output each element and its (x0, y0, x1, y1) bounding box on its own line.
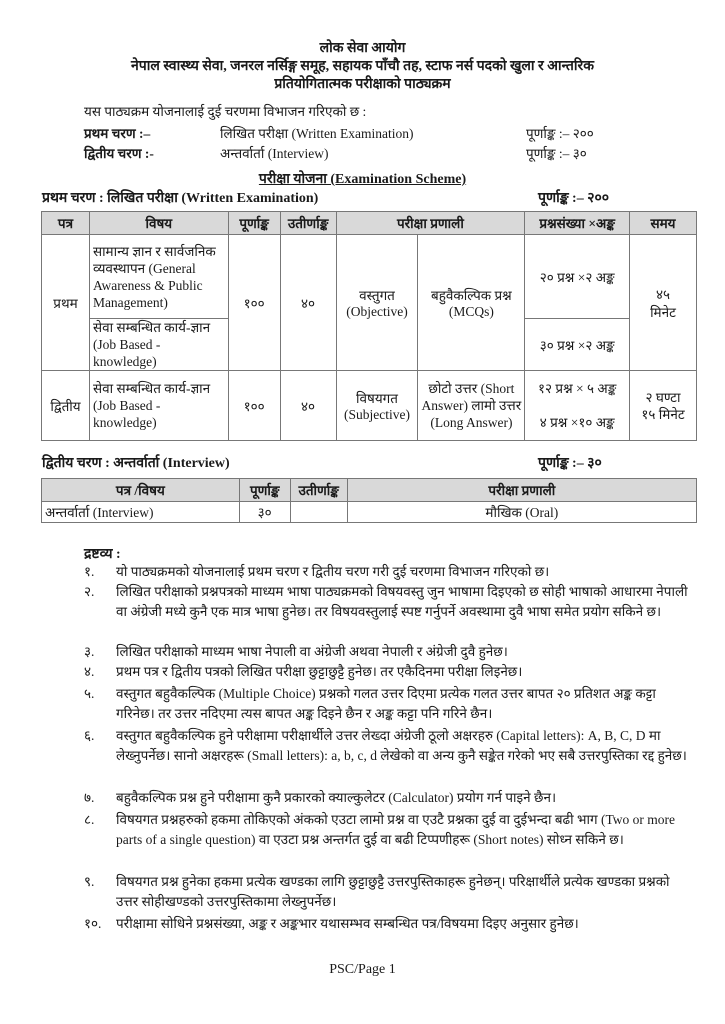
col-exam-system: परीक्षा प्रणाली (336, 212, 525, 235)
col-pass-marks: उतीर्णाङ्क (290, 479, 347, 502)
table-row (42, 502, 697, 523)
paper1-subject-a: सामान्य ज्ञान र सार्वजनिक व्यवस्थापन (General Awareness & Public Management) (89, 235, 228, 319)
paper2-pass: ४० (280, 371, 336, 441)
stage1-marks: पूर्णाङ्क :– २०० (526, 126, 594, 141)
stage2-label: द्वितीय चरण :- (84, 146, 154, 161)
paper1-full: १०० (228, 235, 280, 371)
col-time: समय (630, 212, 697, 235)
col-full-marks: पूर्णाङ्क (228, 212, 280, 235)
col-full-marks: पूर्णाङ्क (239, 479, 290, 502)
col-paper: पत्र (42, 212, 90, 235)
stage2-marks: पूर्णाङ्क :– ३० (526, 146, 587, 161)
interview-subject: अन्तर्वार्ता (Interview) (42, 502, 240, 523)
header-syllabus: प्रतियोगितात्मक परीक्षाको पाठ्यक्रम (274, 77, 451, 92)
col-questions: प्रश्नसंख्या ×अङ्क (525, 212, 630, 235)
interview-method: मौखिक (Oral) (347, 502, 696, 523)
table-header-row (42, 212, 697, 235)
paper1-questions-b: ३० प्रश्न ×२ अङ्क (525, 319, 630, 371)
paper2-name: द्वितीय (42, 371, 90, 441)
col-exam-system: परीक्षा प्रणाली (347, 479, 696, 502)
paper2-questions-a: १२ प्रश्न × ५ अङ्क (538, 380, 617, 396)
paper1-time: ४५ मिनेट (630, 235, 697, 371)
stage1-heading: प्रथम चरण : लिखित परीक्षा (Written Examination) (42, 191, 319, 206)
col-pass-marks: उतीर्णाङ्क (280, 212, 336, 235)
table-header-row (42, 479, 697, 502)
stage2-heading-marks: पूर्णाङ्क :– ३० (538, 456, 602, 471)
stage1-label: प्रथम चरण :– (84, 126, 151, 141)
intro-text: यस पाठ्यक्रम योजनालाई दुई चरणमा विभाजन गरिएको छ : (84, 104, 367, 119)
col-paper-subject: पत्र /विषय (42, 479, 240, 502)
paper1-questions-a: २० प्रश्न ×२ अङ्क (525, 235, 630, 319)
page-footer: PSC/Page 1 (329, 962, 396, 977)
paper2-questions-b: ४ प्रश्न ×१० अङ्क (539, 414, 615, 430)
paper2-full: १०० (228, 371, 280, 441)
scheme-title: परीक्षा योजना (Examination Scheme) (258, 172, 467, 187)
stage1-desc: लिखित परीक्षा (Written Examination) (220, 126, 414, 141)
interview-full: ३० (239, 502, 290, 523)
written-exam-table (41, 211, 697, 441)
paper1-method: बहुवैकल्पिक प्रश्न (MCQs) (418, 235, 525, 371)
stage1-heading-marks: पूर्णाङ्क :– २०० (538, 191, 610, 206)
table-row (42, 235, 697, 319)
paper2-time: २ घण्टा १५ मिनेट (630, 371, 697, 441)
paper1-pass: ४० (280, 235, 336, 371)
paper2-subject: सेवा सम्बन्धित कार्य-ज्ञान (Job Based - knowledge) (89, 371, 228, 441)
paper1-type: वस्तुगत (Objective) (336, 235, 418, 371)
paper1-name: प्रथम (42, 235, 90, 371)
paper2-method: छोटो उत्तर (Short Answer) लामो उत्तर (Long Answer) (418, 371, 525, 441)
paper2-type: विषयगत (Subjective) (336, 371, 418, 441)
stage2-heading: द्वितीय चरण : अन्तर्वार्ता (Interview) (42, 456, 230, 471)
interview-table (41, 478, 697, 523)
header-service: नेपाल स्वास्थ्य सेवा, जनरल नर्सिङ्ग समूह, सहायक पाँचौ तह, स्टाफ नर्स पदको खुला र आन्तरिक (131, 59, 594, 74)
paper1-subject-b: सेवा सम्बन्धित कार्य-ज्ञान (Job Based - knowledge) (89, 319, 228, 371)
interview-pass (290, 502, 347, 523)
notes-title: द्रष्टव्य : (84, 547, 121, 562)
stage2-desc: अन्तर्वार्ता (Interview) (220, 146, 329, 161)
header-org: लोक सेवा आयोग (319, 41, 406, 56)
col-subject: विषय (89, 212, 228, 235)
table-row (42, 371, 697, 441)
